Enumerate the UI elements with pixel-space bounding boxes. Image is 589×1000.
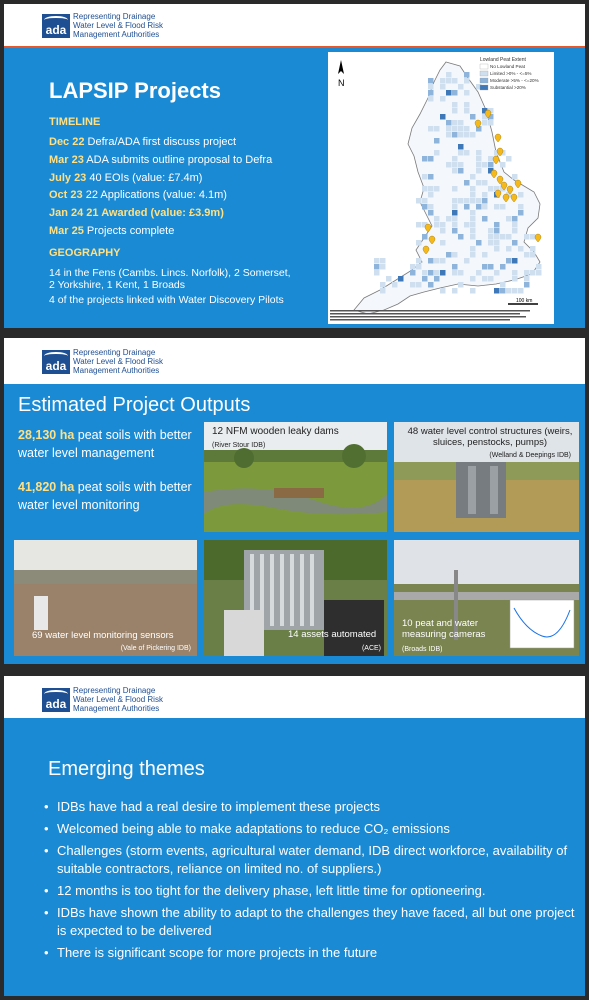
peat-cell — [446, 90, 452, 96]
peat-cell — [494, 228, 500, 234]
slide-title: Emerging themes — [48, 758, 205, 780]
peat-cell — [488, 120, 494, 126]
ada-logo: ada Representing Drainage Water Level & Flood Risk Management Authorities — [42, 12, 163, 39]
peat-cell — [428, 90, 434, 96]
timeline-text: 40 EOIs (value: £7.4m) — [86, 171, 203, 184]
photo-monitoring-sensors: 69 water level monitoring sensors (Vale of Pickering IDB) — [14, 540, 197, 656]
peat-cell — [488, 156, 494, 162]
peat-cell — [464, 102, 470, 108]
peat-cell — [524, 234, 530, 240]
peat-cell — [512, 270, 518, 276]
peat-cell — [476, 198, 482, 204]
peat-cell — [458, 144, 464, 150]
peat-cell — [500, 282, 506, 288]
peat-cell — [512, 174, 518, 180]
peat-cell — [374, 258, 380, 264]
peat-cell — [434, 222, 440, 228]
peat-cell — [446, 162, 452, 168]
peat-cell — [476, 156, 482, 162]
timeline-item — [49, 152, 272, 170]
peat-cell — [500, 264, 506, 270]
peat-cell — [524, 276, 530, 282]
peat-cell — [512, 258, 518, 264]
peat-cell — [416, 258, 422, 264]
timeline-date: Mar 23 — [49, 153, 84, 166]
peat-cell — [458, 120, 464, 126]
peat-cell — [506, 258, 512, 264]
peat-cell — [530, 270, 536, 276]
peat-cell — [452, 186, 458, 192]
peat-cell — [452, 132, 458, 138]
peat-cell — [494, 246, 500, 252]
peat-cell — [470, 132, 476, 138]
slide-header — [4, 4, 585, 48]
peat-cell — [476, 240, 482, 246]
peat-cell — [452, 264, 458, 270]
peat-cell — [512, 228, 518, 234]
peat-cell — [422, 234, 428, 240]
peat-cell — [518, 288, 524, 294]
peat-cell — [452, 78, 458, 84]
peat-cell — [524, 282, 530, 288]
peat-cell — [470, 216, 476, 222]
north-arrow-label: N — [338, 78, 345, 88]
peat-cell — [446, 126, 452, 132]
peat-cell — [428, 204, 434, 210]
timeline-item — [49, 223, 272, 241]
timeline-list — [49, 134, 272, 241]
peat-cell — [470, 276, 476, 282]
peat-cell — [452, 126, 458, 132]
slide-header — [4, 676, 585, 718]
peat-cell — [524, 252, 530, 258]
peat-cell — [416, 198, 422, 204]
peat-cell — [512, 288, 518, 294]
slide-title: LAPSIP Projects — [49, 78, 221, 103]
peat-cell — [506, 246, 512, 252]
peat-cell — [434, 276, 440, 282]
peat-cell — [452, 156, 458, 162]
peat-cell — [416, 240, 422, 246]
legend-swatch — [480, 78, 488, 83]
peat-cell — [458, 168, 464, 174]
peat-cell — [482, 276, 488, 282]
peat-cell — [488, 228, 494, 234]
peat-cell — [476, 168, 482, 174]
peat-cell — [428, 156, 434, 162]
peat-cell — [494, 204, 500, 210]
peat-cell — [500, 288, 506, 294]
peat-cell — [434, 186, 440, 192]
peat-cell — [464, 258, 470, 264]
peat-cell — [506, 288, 512, 294]
peat-cell — [458, 234, 464, 240]
peat-cell — [440, 258, 446, 264]
peat-cell — [452, 210, 458, 216]
peat-cell — [440, 84, 446, 90]
peat-cell — [476, 150, 482, 156]
peat-cell — [470, 198, 476, 204]
peat-cell — [422, 270, 428, 276]
north-arrow-icon — [338, 60, 344, 74]
peat-cell — [488, 264, 494, 270]
peat-cell — [518, 246, 524, 252]
peat-cell — [452, 216, 458, 222]
svg-text:Lowland Peat Extent: Lowland Peat Extent — [480, 57, 526, 63]
peat-cell — [488, 234, 494, 240]
peat-cell — [416, 222, 422, 228]
ada-logo-mark: ada — [42, 350, 70, 374]
peat-cell — [482, 192, 488, 198]
peat-cell — [512, 216, 518, 222]
peat-cell — [470, 288, 476, 294]
peat-cell — [476, 180, 482, 186]
peat-cell — [440, 78, 446, 84]
photo-peat-cameras: 10 peat and water measuring cameras (Broads IDB) — [394, 540, 579, 656]
slide-title: Estimated Project Outputs — [18, 394, 251, 416]
peat-cell — [428, 210, 434, 216]
peat-cell — [422, 174, 428, 180]
peat-cell — [446, 120, 452, 126]
timeline-item — [49, 170, 272, 188]
peat-cell — [482, 180, 488, 186]
ada-logo: ada Representing Drainage Water Level & Flood Risk Management Authorities — [42, 686, 163, 713]
peat-cell — [464, 78, 470, 84]
slide-lapsip-projects — [4, 4, 585, 328]
peat-cell — [488, 240, 494, 246]
legend-swatch — [480, 64, 488, 69]
peat-cell — [518, 204, 524, 210]
ada-logo: ada Representing Drainage Water Level & Flood Risk Management Authorities — [42, 348, 163, 375]
peat-cell — [512, 222, 518, 228]
peat-cell — [440, 240, 446, 246]
timeline-item — [49, 205, 272, 223]
photo-leaky-dams: 12 NFM wooden leaky dams (River Stour IDB) — [204, 422, 387, 532]
timeline-text: Defra/ADA first discuss project — [84, 136, 237, 148]
peat-cell — [410, 264, 416, 270]
peat-cell — [470, 252, 476, 258]
peat-cell — [494, 270, 500, 276]
peat-cell — [428, 186, 434, 192]
peat-cell — [524, 270, 530, 276]
timeline-item — [49, 187, 272, 205]
peat-cell — [410, 270, 416, 276]
peat-cell — [452, 270, 458, 276]
themes-list — [44, 798, 579, 966]
peat-cell — [458, 270, 464, 276]
peat-cell — [446, 216, 452, 222]
peat-cell — [464, 90, 470, 96]
peat-cell — [482, 216, 488, 222]
peat-cell — [428, 270, 434, 276]
peat-cell — [386, 276, 392, 282]
theme-bullet: • There is significant scope for more projects in the future — [44, 944, 579, 962]
peat-cell — [452, 90, 458, 96]
peat-cell — [452, 162, 458, 168]
peat-cell — [422, 198, 428, 204]
timeline-text: 21 Awarded (value: £3.9m) — [83, 207, 224, 220]
peat-cell — [500, 204, 506, 210]
peat-cell — [500, 162, 506, 168]
peat-cell — [482, 198, 488, 204]
peat-cell — [506, 156, 512, 162]
peat-cell — [488, 162, 494, 168]
peat-cell — [518, 192, 524, 198]
peat-cell — [488, 276, 494, 282]
peat-cell — [464, 180, 470, 186]
peat-cell — [464, 198, 470, 204]
peat-cell — [464, 108, 470, 114]
peat-cell — [476, 270, 482, 276]
peat-cell — [452, 288, 458, 294]
peat-cell — [458, 126, 464, 132]
peat-cell — [428, 84, 434, 90]
timeline-item — [49, 134, 272, 152]
peat-cell — [530, 246, 536, 252]
peat-cell — [452, 228, 458, 234]
peat-cell — [434, 216, 440, 222]
peat-cell — [428, 192, 434, 198]
peat-cell — [452, 204, 458, 210]
timeline-text: 22 Applications (value: 4.1m) — [82, 189, 227, 202]
peat-cell — [452, 252, 458, 258]
timeline-date: Dec 22 — [49, 136, 85, 148]
peat-cell — [536, 264, 542, 270]
peat-cell — [434, 138, 440, 144]
photo-control-structures: 48 water level control structures (weirs, sluices, penstocks, pumps) (Welland & Deepings IDB) — [394, 422, 579, 532]
peat-cell — [428, 258, 434, 264]
slide-header — [4, 338, 585, 384]
peat-cell — [446, 72, 452, 78]
theme-bullet: • Challenges (storm events, agricultural water demand, IDB direct workforce, availability of suitable contractors, reliance on limited no. of suppliers.) — [44, 842, 579, 878]
peat-cell — [392, 282, 398, 288]
peat-cell — [380, 282, 386, 288]
timeline-date: Oct 23 — [49, 189, 83, 202]
peat-cell — [464, 150, 470, 156]
peat-cell — [488, 186, 494, 192]
timeline-date: Jan 24 — [49, 207, 84, 220]
peat-cell — [470, 174, 476, 180]
theme-bullet: • Welcomed being able to make adaptations to reduce CO₂ emissions — [44, 820, 579, 838]
peat-cell — [458, 162, 464, 168]
peat-cell — [458, 282, 464, 288]
peat-cell — [464, 204, 470, 210]
peat-cell — [440, 288, 446, 294]
peat-cell — [374, 264, 380, 270]
peat-cell — [380, 264, 386, 270]
peat-cell — [416, 282, 422, 288]
peat-cell — [440, 222, 446, 228]
peat-cell — [440, 114, 446, 120]
slide-emerging-themes — [4, 676, 585, 996]
ada-logo-mark: ada — [42, 14, 70, 38]
timeline-date: July 23 — [49, 171, 87, 184]
theme-bullet: • IDBs have shown the ability to adapt to the challenges they have faced, all but one project is expected to be delivered — [44, 904, 579, 940]
peat-cell — [470, 246, 476, 252]
peat-cell — [446, 132, 452, 138]
peat-cell — [530, 252, 536, 258]
peat-cell — [422, 156, 428, 162]
peat-cell — [428, 78, 434, 84]
map-legend — [480, 57, 539, 90]
timeline-date: Mar 25 — [49, 224, 84, 237]
timeline-heading: TIMELINE — [49, 116, 101, 128]
peat-cell — [428, 174, 434, 180]
timeline-text: ADA submits outline proposal to Defra — [83, 153, 273, 166]
peat-cell — [458, 150, 464, 156]
peat-cell — [482, 120, 488, 126]
peat-cell — [422, 276, 428, 282]
peat-cell — [470, 228, 476, 234]
peat-monitoring-stat: 41,820 ha peat soils with better water level monitoring — [18, 480, 192, 512]
peat-cell — [536, 270, 542, 276]
peat-cell — [500, 234, 506, 240]
peat-cell — [416, 264, 422, 270]
project-marker-icon — [495, 134, 501, 142]
peat-cell — [440, 96, 446, 102]
project-marker-icon — [535, 234, 541, 242]
map-scale-label: 100 km — [516, 298, 533, 304]
peat-cell — [464, 126, 470, 132]
peat-cell — [434, 258, 440, 264]
peat-cell — [470, 192, 476, 198]
legend-label: No Lowland Peat — [490, 64, 525, 69]
peat-cell — [452, 120, 458, 126]
peat-cell — [458, 84, 464, 90]
peat-cell — [494, 288, 500, 294]
peat-cell — [482, 264, 488, 270]
peat-cell — [476, 162, 482, 168]
peat-cell — [464, 72, 470, 78]
geography-text: 14 in the Fens (Cambs. Lincs. Norfolk), 2 Somerset, 2 Yorkshire, 1 Kent, 1 Broads — [49, 267, 291, 291]
peat-cell — [410, 282, 416, 288]
peat-cell — [452, 222, 458, 228]
peat-cell — [518, 210, 524, 216]
peat-cell — [512, 240, 518, 246]
peat-cell — [434, 270, 440, 276]
peat-cell — [446, 252, 452, 258]
peat-extent-map — [328, 52, 554, 324]
peat-cell — [452, 168, 458, 174]
peat-cell — [464, 222, 470, 228]
peat-management-stat: 28,130 ha peat soils with better water level management — [18, 428, 192, 460]
legend-label: Limited >0% - <=5% — [490, 71, 532, 76]
peat-cell — [530, 234, 536, 240]
legend-label: Moderate >5% - <=20% — [490, 78, 539, 83]
peat-cell — [458, 198, 464, 204]
legend-swatch — [480, 85, 488, 90]
peat-cell — [428, 126, 434, 132]
peat-cell — [422, 204, 428, 210]
peat-cell — [470, 114, 476, 120]
peat-cell — [380, 258, 386, 264]
peat-cell — [470, 186, 476, 192]
peat-cell — [458, 132, 464, 138]
peat-cell — [482, 162, 488, 168]
slide-project-outputs — [4, 338, 585, 664]
peat-cell — [482, 252, 488, 258]
peat-cell — [506, 234, 512, 240]
peat-cell — [470, 234, 476, 240]
peat-cell — [482, 204, 488, 210]
peat-cell — [470, 210, 476, 216]
peat-cell — [470, 222, 476, 228]
peat-cell — [494, 222, 500, 228]
peat-cell — [452, 102, 458, 108]
peat-cell — [380, 288, 386, 294]
legend-swatch — [480, 71, 488, 76]
peat-cell — [476, 204, 482, 210]
peat-cell — [452, 198, 458, 204]
legend-label: Substantial >20% — [490, 85, 526, 90]
peat-cell — [440, 270, 446, 276]
peat-cell — [512, 276, 518, 282]
geography-heading: GEOGRAPHY — [49, 247, 121, 259]
theme-bullet: • IDBs have had a real desire to implement these projects — [44, 798, 579, 816]
peat-cell — [464, 132, 470, 138]
ada-logo-mark: ada — [42, 688, 70, 712]
peat-cell — [494, 240, 500, 246]
peat-cell — [374, 270, 380, 276]
peat-cell — [434, 150, 440, 156]
photo-assets-automated: 14 assets automated (ACE) — [204, 540, 387, 656]
peat-cell — [506, 216, 512, 222]
geography-pilots: 4 of the projects linked with Water Discovery Pilots — [49, 294, 284, 306]
peat-cell — [422, 186, 428, 192]
peat-cell — [428, 96, 434, 102]
peat-cell — [494, 234, 500, 240]
peat-cell — [452, 108, 458, 114]
peat-cell — [398, 276, 404, 282]
peat-cell — [434, 126, 440, 132]
peat-cell — [428, 282, 434, 288]
timeline-text: Projects complete — [83, 224, 175, 237]
peat-cell — [440, 228, 446, 234]
peat-cell — [446, 78, 452, 84]
theme-bullet: • 12 months is too tight for the delivery phase, left little time for optioneering. — [44, 882, 579, 900]
